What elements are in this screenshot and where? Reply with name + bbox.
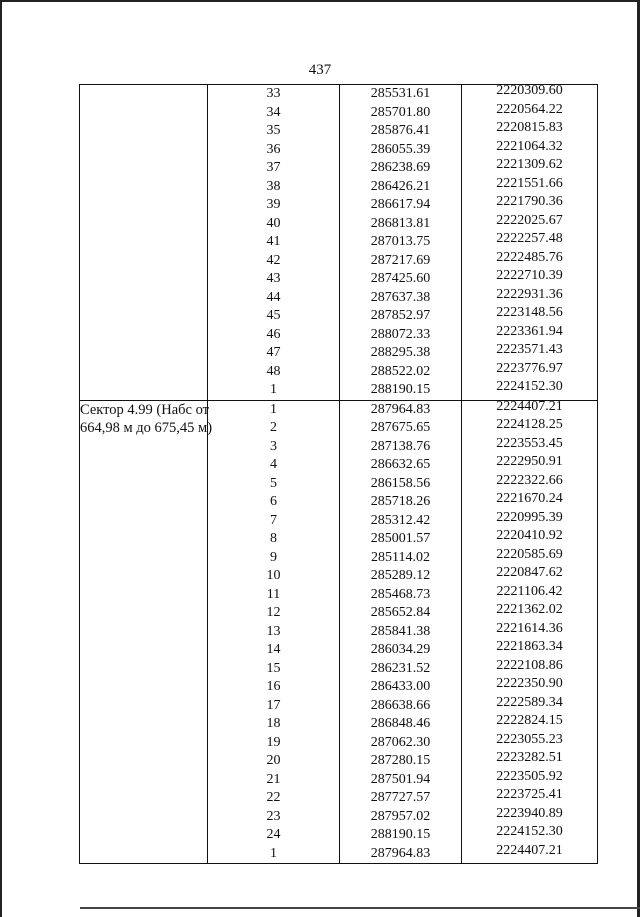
x-coordinate-cell: 287280.15: [340, 752, 462, 771]
y-coordinate-cell: 2221106.42: [462, 583, 598, 602]
sector-cell: [80, 381, 208, 400]
point-number-cell: 20: [208, 752, 340, 771]
sector-cell: [80, 660, 208, 679]
y-coordinate-cell: 2223553.45: [462, 435, 598, 454]
point-number-cell: 42: [208, 252, 340, 271]
sector-cell: [80, 141, 208, 160]
point-number-cell: 1: [208, 845, 340, 864]
point-number-cell: 11: [208, 586, 340, 605]
point-number-cell: 22: [208, 789, 340, 808]
y-coordinate-cell: 2221790.36: [462, 193, 598, 212]
point-number-cell: 1: [208, 400, 340, 419]
y-coordinate-cell: 2222931.36: [462, 286, 598, 305]
point-number-cell: 14: [208, 641, 340, 660]
sector-cell: [80, 567, 208, 586]
y-coordinate-cell: 2223361.94: [462, 323, 598, 342]
x-coordinate-cell: 285841.38: [340, 623, 462, 642]
y-coordinate-cell: 2223055.23: [462, 731, 598, 750]
y-coordinate-cell: 2222710.39: [462, 267, 598, 286]
sector-cell: [80, 289, 208, 308]
y-coordinate-cell: 2224128.25: [462, 416, 598, 435]
y-coordinate-cell: 2222350.90: [462, 675, 598, 694]
sector-cell: [80, 549, 208, 568]
sector-cell: [80, 604, 208, 623]
x-coordinate-cell: 285652.84: [340, 604, 462, 623]
y-coordinate-cell: 2222108.86: [462, 657, 598, 676]
point-number-cell: 37: [208, 159, 340, 178]
sector-cell: [80, 752, 208, 771]
sector-cell: [80, 270, 208, 289]
point-number-cell: 18: [208, 715, 340, 734]
sector-cell: [80, 307, 208, 326]
sector-cell: [80, 808, 208, 827]
x-coordinate-cell: 286238.69: [340, 159, 462, 178]
point-number-cell: 1: [208, 381, 340, 400]
sector-cell: [80, 215, 208, 234]
x-coordinate-cell: 286848.46: [340, 715, 462, 734]
y-coordinate-cell: 2220410.92: [462, 527, 598, 546]
sector-cell: [80, 475, 208, 494]
y-coordinate-cell: 2222589.34: [462, 694, 598, 713]
x-coordinate-cell: 287062.30: [340, 734, 462, 753]
sector-cell: [80, 586, 208, 605]
scan-edge-left: [0, 0, 2, 917]
sector-cell: [80, 641, 208, 660]
point-number-cell: 7: [208, 512, 340, 531]
point-number-cell: 8: [208, 530, 340, 549]
x-coordinate-cell: 285876.41: [340, 122, 462, 141]
point-number-cell: 17: [208, 697, 340, 716]
y-coordinate-cell: 2221362.02: [462, 601, 598, 620]
sector-label-line2: 664,98 м до 675,45 м): [80, 420, 213, 436]
sector-cell: [80, 85, 208, 104]
point-number-cell: 13: [208, 623, 340, 642]
sector-cell: [80, 771, 208, 790]
point-number-cell: 15: [208, 660, 340, 679]
point-number-cell: 2: [208, 419, 340, 438]
x-coordinate-cell: 285001.57: [340, 530, 462, 549]
point-number-cell: 41: [208, 233, 340, 252]
sector-cell: [80, 845, 208, 864]
coordinates-table: [79, 84, 598, 864]
y-coordinate-cell: 2223282.51: [462, 749, 598, 768]
y-coordinate-cell: 2220309.60: [462, 82, 598, 101]
sector-label-line1: Сектор 4.99 (Набс от: [80, 401, 209, 418]
x-coordinate-cell: 286638.66: [340, 697, 462, 716]
sector-cell: [80, 233, 208, 252]
y-coordinate-cell: 2220564.22: [462, 101, 598, 120]
y-coordinate-cell: 2222025.67: [462, 212, 598, 231]
point-number-cell: 35: [208, 122, 340, 141]
y-coordinate-cell: 2220995.39: [462, 509, 598, 528]
sector-cell: [80, 419, 213, 438]
point-number-cell: 12: [208, 604, 340, 623]
sector-cell: [80, 789, 208, 808]
sector-cell: [80, 826, 208, 845]
sector-cell: [80, 400, 208, 419]
point-number-cell: 16: [208, 678, 340, 697]
y-coordinate-cell: 2221309.62: [462, 156, 598, 175]
sector-cell: [80, 623, 208, 642]
x-coordinate-cell: 286231.52: [340, 660, 462, 679]
table-row: [80, 845, 598, 864]
y-coordinate-cell: 2221863.34: [462, 638, 598, 657]
sector-cell: [80, 178, 208, 197]
x-coordinate-cell: 285312.42: [340, 512, 462, 531]
y-coordinate-cell: 2224152.30: [462, 823, 598, 842]
sector-cell: [80, 363, 208, 382]
y-coordinate-cell: 2220815.83: [462, 119, 598, 138]
x-coordinate-cell: 287138.76: [340, 438, 462, 457]
x-coordinate-cell: 287964.83: [340, 400, 462, 419]
point-number-cell: 24: [208, 826, 340, 845]
x-coordinate-cell: 286632.65: [340, 456, 462, 475]
point-number-cell: 48: [208, 363, 340, 382]
sector-cell: [80, 326, 208, 345]
y-coordinate-cell: 2220585.69: [462, 546, 598, 565]
x-coordinate-cell: 287675.65: [340, 419, 462, 438]
x-coordinate-cell: 287957.02: [340, 808, 462, 827]
point-number-cell: 38: [208, 178, 340, 197]
sector-cell: [80, 438, 208, 457]
point-number-cell: 23: [208, 808, 340, 827]
sector-cell: [80, 344, 208, 363]
y-coordinate-cell: 2222950.91: [462, 453, 598, 472]
y-coordinate-cell: 2223148.56: [462, 304, 598, 323]
sector-cell: [80, 734, 208, 753]
point-number-cell: 39: [208, 196, 340, 215]
y-coordinate-cell: 2221551.66: [462, 175, 598, 194]
point-number-cell: 34: [208, 104, 340, 123]
x-coordinate-cell: 286158.56: [340, 475, 462, 494]
y-coordinate-cell: 2221670.24: [462, 490, 598, 509]
sector-cell: [80, 159, 208, 178]
sector-cell: [80, 530, 208, 549]
point-number-cell: 43: [208, 270, 340, 289]
x-coordinate-cell: 288190.15: [340, 826, 462, 845]
point-number-cell: 9: [208, 549, 340, 568]
x-coordinate-cell: 288072.33: [340, 326, 462, 345]
sector-cell: [80, 678, 208, 697]
x-coordinate-cell: 286813.81: [340, 215, 462, 234]
y-coordinate-cell: 2222322.66: [462, 472, 598, 491]
x-coordinate-cell: 285718.26: [340, 493, 462, 512]
y-coordinate-cell: 2223571.43: [462, 341, 598, 360]
y-coordinate-cell: 2224407.21: [462, 397, 598, 416]
point-number-cell: 46: [208, 326, 340, 345]
scan-edge-bottom: [80, 907, 640, 909]
y-coordinate-cell: 2223776.97: [462, 360, 598, 379]
point-number-cell: 33: [208, 85, 340, 104]
point-number-cell: 44: [208, 289, 340, 308]
point-number-cell: 3: [208, 438, 340, 457]
y-coordinate-cell: 2221614.36: [462, 620, 598, 639]
y-coordinate-cell: 2220847.62: [462, 564, 598, 583]
x-coordinate-cell: 287013.75: [340, 233, 462, 252]
point-number-cell: 4: [208, 456, 340, 475]
y-coordinate-cell: 2223725.41: [462, 786, 598, 805]
point-number-cell: 6: [208, 493, 340, 512]
sector-cell: [80, 512, 208, 531]
point-number-cell: 45: [208, 307, 340, 326]
sector-cell: [80, 715, 208, 734]
point-number-cell: 36: [208, 141, 340, 160]
point-number-cell: 5: [208, 475, 340, 494]
y-coordinate-cell: 2223505.92: [462, 768, 598, 787]
x-coordinate-cell: 286433.00: [340, 678, 462, 697]
x-coordinate-cell: 285701.80: [340, 104, 462, 123]
x-coordinate-cell: 285468.73: [340, 586, 462, 605]
sector-cell: [80, 196, 208, 215]
x-coordinate-cell: 287637.38: [340, 289, 462, 308]
x-coordinate-cell: 286055.39: [340, 141, 462, 160]
x-coordinate-cell: 287501.94: [340, 771, 462, 790]
x-coordinate-cell: 287217.69: [340, 252, 462, 271]
sector-cell: [80, 104, 208, 123]
sector-cell: [80, 122, 208, 141]
y-coordinate-cell: 2224152.30: [462, 378, 598, 397]
x-coordinate-cell: 288190.15: [340, 381, 462, 400]
y-coordinate-cell: 2221064.32: [462, 138, 598, 157]
x-coordinate-cell: 286426.21: [340, 178, 462, 197]
sector-cell: [80, 456, 208, 475]
x-coordinate-cell: 287425.60: [340, 270, 462, 289]
x-coordinate-cell: 287964.83: [340, 845, 462, 864]
y-coordinate-cell: 2222485.76: [462, 249, 598, 268]
sector-cell: [80, 252, 208, 271]
y-coordinate-cell: 2222257.48: [462, 230, 598, 249]
point-number-cell: 10: [208, 567, 340, 586]
y-coordinate-cell: 2222824.15: [462, 712, 598, 731]
x-coordinate-cell: 286034.29: [340, 641, 462, 660]
sector-cell: [80, 493, 208, 512]
point-number-cell: 40: [208, 215, 340, 234]
x-coordinate-cell: 285289.12: [340, 567, 462, 586]
scan-edge-top: [0, 0, 640, 2]
point-number-cell: 21: [208, 771, 340, 790]
x-coordinate-cell: 287852.97: [340, 307, 462, 326]
x-coordinate-cell: 286617.94: [340, 196, 462, 215]
x-coordinate-cell: 288522.02: [340, 363, 462, 382]
point-number-cell: 19: [208, 734, 340, 753]
x-coordinate-cell: 285114.02: [340, 549, 462, 568]
x-coordinate-cell: 287727.57: [340, 789, 462, 808]
page-number: 437: [308, 62, 332, 78]
y-coordinate-cell: 2223940.89: [462, 805, 598, 824]
x-coordinate-cell: 285531.61: [340, 85, 462, 104]
y-coordinate-cell: 2224407.21: [462, 842, 598, 861]
sector-cell: [80, 697, 208, 716]
coordinates-table-body: [80, 85, 598, 864]
x-coordinate-cell: 288295.38: [340, 344, 462, 363]
point-number-cell: 47: [208, 344, 340, 363]
